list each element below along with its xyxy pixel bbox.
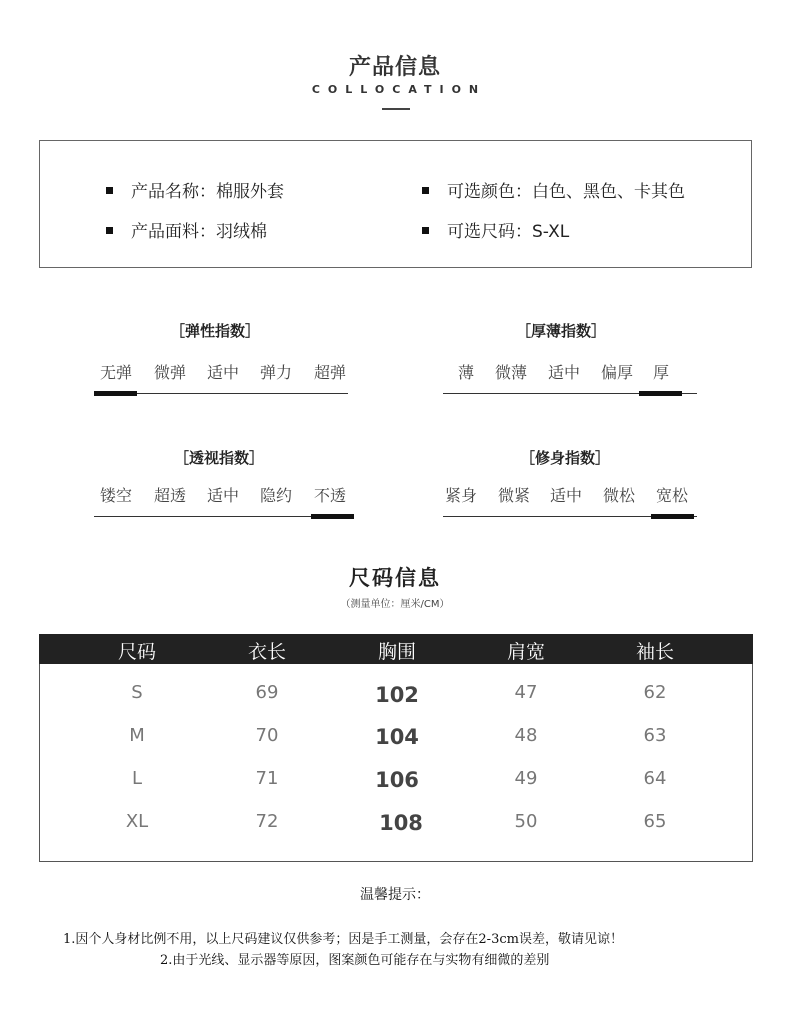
transparency-option: 隐约 [259,486,292,505]
elasticity-option: 超弹 [313,363,346,382]
size-table-col-length: 衣长 [247,641,286,663]
table-cell: 108 [379,811,423,835]
note-line-1: 1.因个人身材比例不用，以上尺码建议仅供参考；因是手工测量，会存在2-3cm误差，敬请见谅！ [63,932,623,947]
table-cell: 71 [255,768,279,789]
info-colors [422,177,685,202]
info-product-name-text: 产品名称：棉服外套 [131,182,284,202]
table-cell: 63 [643,725,667,746]
thickness-option: 适中 [547,363,580,382]
fit-option: 宽松 [655,486,688,505]
product-info-box [39,140,752,268]
bullet-icon [106,227,113,234]
transparency-option: 适中 [206,486,239,505]
bullet-icon [422,187,429,194]
elasticity-option: 弹力 [259,363,292,382]
table-cell: 72 [255,811,279,832]
info-product-fabric-text: 产品面料：羽绒棉 [131,222,267,242]
fit-selected-marker [651,514,694,519]
table-cell: S [131,682,143,703]
elasticity-option: 微弹 [153,363,186,382]
size-table-col-shoulder: 肩宽 [506,641,545,663]
size-table-col-sleeve: 袖长 [635,641,674,663]
transparency-option: 镂空 [99,486,132,505]
table-cell: 62 [643,682,667,703]
elasticity-index-title: ［弹性指数］ [169,322,260,340]
notes-title: 温馨提示： [360,887,430,903]
fit-option: 微松 [602,486,635,505]
info-colors-text: 可选颜色：白色、黑色、卡其色 [447,182,685,202]
thickness-option: 厚 [652,363,669,382]
thickness-option: 薄 [457,363,474,382]
thickness-option: 微薄 [494,363,527,382]
thickness-selected-marker [639,391,682,396]
table-cell: 64 [643,768,667,789]
fit-option: 紧身 [444,486,477,505]
info-sizes-text: 可选尺码：S-XL [447,222,570,242]
elasticity-option: 适中 [206,363,239,382]
table-cell: 50 [514,811,538,832]
elasticity-selected-marker [94,391,137,396]
page-title: 产品信息 [348,55,441,80]
bullet-icon [422,227,429,234]
table-cell: 104 [375,725,419,749]
size-table-col-chest: 胸围 [377,641,416,663]
info-product-fabric [106,217,267,242]
table-cell: 106 [375,768,419,792]
info-sizes [422,217,569,242]
table-cell: 70 [255,725,279,746]
table-cell: L [131,768,143,789]
table-cell: XL [125,811,149,832]
transparency-option: 超透 [153,486,186,505]
table-cell: 69 [255,682,279,703]
size-info-unit: （测量单位：厘米/CM） [340,599,450,610]
thickness-option: 偏厚 [600,363,633,382]
elasticity-option: 无弹 [99,363,132,382]
thickness-index-title: ［厚薄指数］ [515,322,606,340]
table-cell: 47 [514,682,538,703]
size-table-col-size: 尺码 [117,641,156,663]
page-subtitle: COLLOCATION [311,83,487,96]
transparency-selected-marker [311,514,354,519]
note-line-2: 2.由于光线、显示器等原因，图案颜色可能存在与实物有细微的差别 [160,953,550,968]
table-cell: 102 [375,683,419,707]
table-cell: 49 [514,768,538,789]
info-product-name [106,177,284,202]
fit-option: 微紧 [497,486,530,505]
transparency-option: 不透 [313,486,346,505]
table-cell: 48 [514,725,538,746]
fit-option: 适中 [549,486,582,505]
title-divider [382,108,410,110]
bullet-icon [106,187,113,194]
table-cell: M [129,725,145,746]
table-cell: 65 [643,811,667,832]
size-info-title: 尺码信息 [349,566,441,590]
transparency-index-title: ［透视指数］ [173,449,264,467]
fit-index-title: ［修身指数］ [519,449,610,467]
